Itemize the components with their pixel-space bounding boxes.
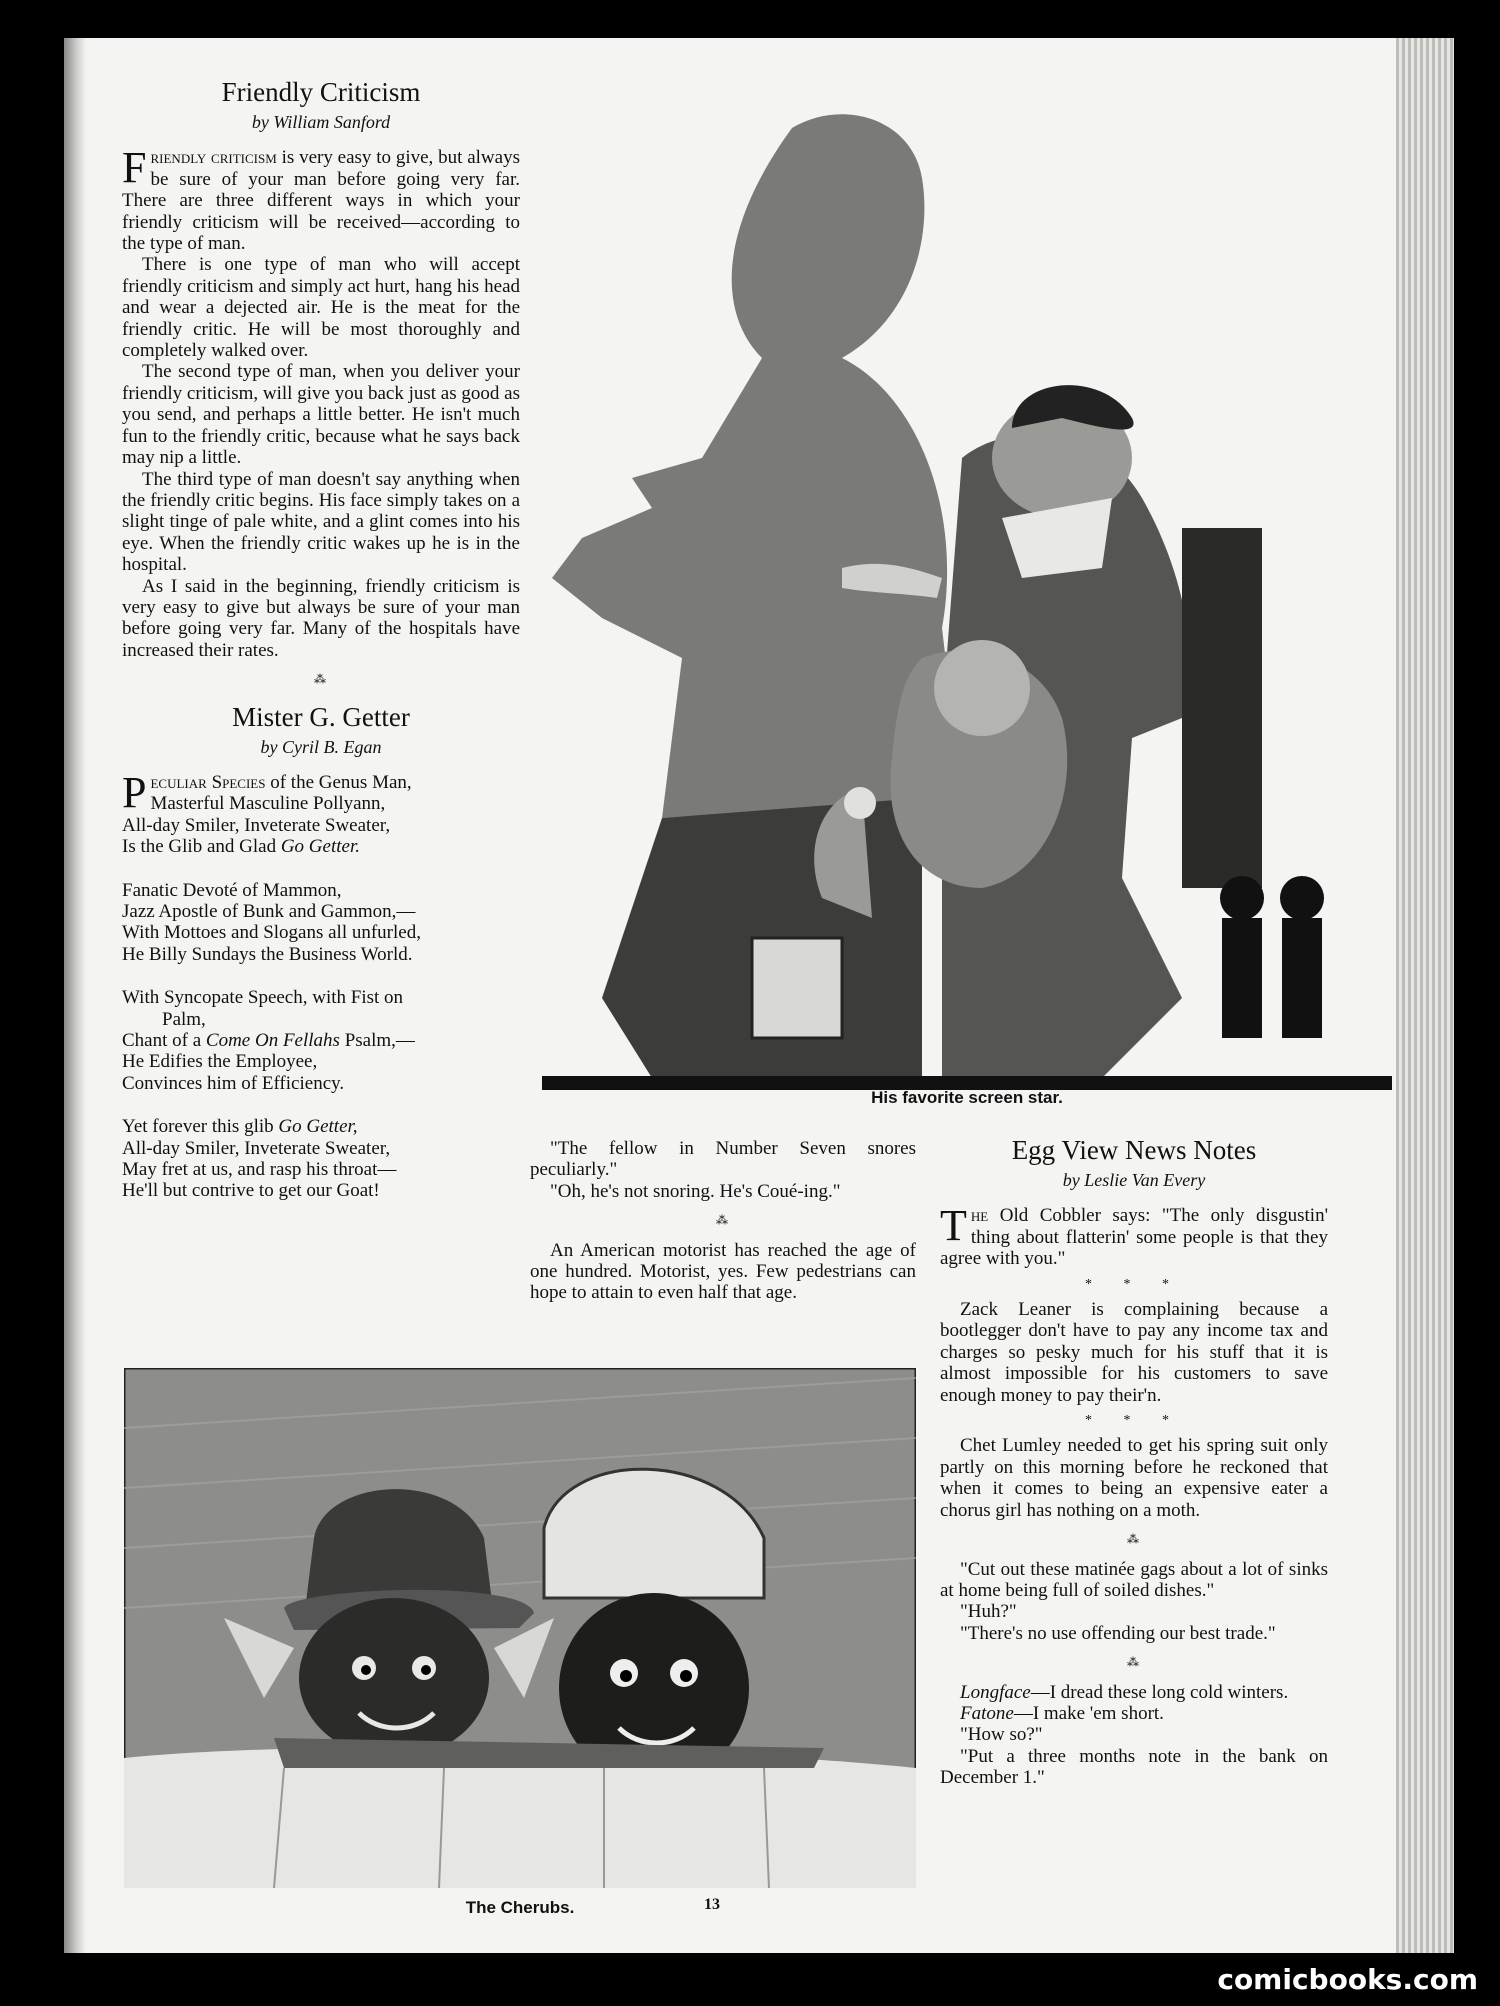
paragraph: "How so?" bbox=[960, 1724, 1043, 1746]
article-title: Mister G. Getter bbox=[232, 701, 410, 732]
verse-line: He'll but contrive to get our Goat! bbox=[122, 1180, 380, 1202]
illustration-caption: His favorite screen star. bbox=[871, 1088, 1063, 1107]
verse-line: Jazz Apostle of Bunk and Gammon,— bbox=[122, 901, 416, 922]
paragraph: "Put a three months note in the bank on December 1." bbox=[940, 1745, 1328, 1789]
verse-line: Convinces him of Efficiency. bbox=[122, 1072, 345, 1094]
drop-cap: P bbox=[122, 767, 147, 817]
joke-line: An American motorist has reached the age of one hundred. Motorist, yes. Few pedestrians can hope to attain to even half that age. bbox=[530, 1239, 916, 1304]
article-byline: by William Sanford bbox=[251, 112, 391, 132]
paragraph: Longface—I dread these long cold winters. bbox=[960, 1681, 1289, 1703]
illustration-caption: The Cherubs. bbox=[465, 1898, 575, 1917]
cherubs-illustration bbox=[124, 1368, 916, 1888]
separator-stars: * * * bbox=[1085, 1276, 1183, 1292]
paragraph: "Huh?" bbox=[960, 1601, 1017, 1623]
joke-line: "The fellow in Number Seven snores peculiarly." bbox=[530, 1138, 916, 1181]
joke-line: "Oh, he's not snoring. He's Coué-ing." bbox=[550, 1180, 841, 1202]
section-ornament: ⁂ bbox=[1127, 1655, 1141, 1670]
article-title: Friendly Criticism bbox=[221, 77, 421, 107]
section-ornament: ⁂ bbox=[1127, 1532, 1141, 1547]
magazine-page bbox=[64, 38, 1454, 1953]
drop-cap: F bbox=[122, 143, 147, 193]
paragraph: Friendly criticism is very easy to give, but always be sure of your man before going very far. There are three different ways in which your friendly criticism will be received—according to the type of man. bbox=[122, 143, 520, 255]
verse-line: Chant of a Come On Fellahs Psalm,— bbox=[122, 1030, 415, 1052]
paragraph: There is one type of man who will accept friendly criticism and simply act hurt, hang his head and wear a dejected air. He is the meat for the friendly critic. He will be most thoroughly and completely walked over. bbox=[122, 254, 520, 362]
section-ornament: ⁂ bbox=[716, 1213, 730, 1228]
column-left bbox=[122, 76, 520, 1202]
column-right bbox=[940, 1134, 1328, 1789]
paragraph: Chet Lumley needed to get his spring suit only partly on this morning before he reckoned that when it comes to being an expensive eater a chorus girl has nothing on a moth. bbox=[940, 1435, 1328, 1521]
watermark: comicbooks.com bbox=[1217, 1963, 1478, 1996]
page-edge-stack bbox=[1396, 38, 1454, 1953]
verse-line: Masterful Masculine Pollyann, bbox=[150, 793, 386, 815]
paragraph: The second type of man, when you deliver your friendly criticism, will give you back just as good as you send, and perhaps a little better. He isn't much fun to the friendly critic, because what he says back may nip a little. bbox=[122, 361, 520, 469]
paragraph: "Cut out these matinée gags about a lot of sinks at home being full of soiled dishes." bbox=[940, 1558, 1328, 1601]
verse-line: All-day Smiler, Inveterate Sweater, bbox=[122, 814, 391, 836]
paragraph: As I said in the beginning, friendly criticism is very easy to give but always be sure of your man before going very far. Many of the hospitals have increased their rates. bbox=[122, 575, 520, 661]
paragraph: The third type of man doesn't say anything when the friendly critic begins. His face simply takes on a slight tinge of pale white, and a glint comes into his eye. When the friendly critic wakes up he is in the hospital. bbox=[122, 468, 520, 576]
paragraph: Fatone—I make 'em short. bbox=[960, 1702, 1164, 1724]
article-byline: by Leslie Van Every bbox=[1062, 1170, 1206, 1190]
verse-line: He Edifies the Employee, bbox=[122, 1051, 318, 1073]
column-middle bbox=[530, 1138, 916, 1304]
verse-line: Palm, bbox=[162, 1008, 206, 1030]
shadow-puppet-illustration bbox=[542, 98, 1392, 1108]
article-byline: by Cyril B. Egan bbox=[260, 736, 382, 757]
verse-line: With Mottoes and Slogans all unfurled, bbox=[122, 922, 421, 944]
paragraph: The Old Cobbler says: "The only disgustin' thing about flatterin' some people is that they agree with you." bbox=[940, 1201, 1328, 1270]
verse-line: May fret at us, and rasp his throat— bbox=[122, 1159, 397, 1181]
paragraph: Zack Leaner is complaining because a bootlegger don't have to pay any income tax and charges so pesky much for his stuff that it is almost impossible for his customers to save enough money to pay their'n. bbox=[940, 1299, 1328, 1406]
verse-line: Is the Glib and Glad Go Getter. bbox=[122, 836, 360, 858]
verse-line: With Syncopate Speech, with Fist on bbox=[122, 987, 404, 1009]
verse-line: Peculiar Species of the Genus Man, bbox=[122, 767, 412, 817]
separator-stars: * * * bbox=[1085, 1413, 1183, 1429]
binding-gutter bbox=[64, 38, 86, 1953]
article-title: Egg View News Notes bbox=[1011, 1135, 1257, 1165]
drop-cap: T bbox=[940, 1201, 967, 1251]
paragraph: "There's no use offending our best trade." bbox=[960, 1622, 1276, 1644]
page-number: 13 bbox=[704, 1896, 720, 1913]
verse-line: All-day Smiler, Inveterate Sweater, bbox=[122, 1137, 391, 1159]
verse-line: He Billy Sundays the Business World. bbox=[122, 943, 413, 965]
verse-line: Yet forever this glib Go Getter, bbox=[122, 1116, 358, 1138]
poem bbox=[122, 767, 520, 1202]
verse-line: Fanatic Devoté of Mammon, bbox=[122, 879, 342, 901]
section-ornament: ⁂ bbox=[314, 672, 328, 687]
